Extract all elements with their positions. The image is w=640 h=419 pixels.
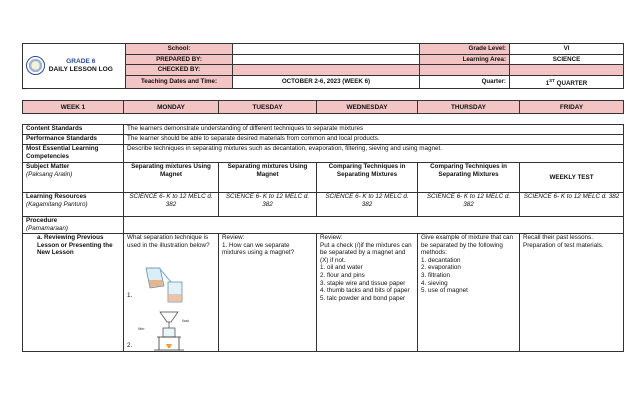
- school-label: School:: [126, 44, 233, 55]
- quarter-suffix: ST: [549, 77, 555, 83]
- subject-matter-sublabel: (Paksang Aralin): [26, 170, 73, 178]
- empty-cell: [510, 65, 624, 76]
- resource-tuesday: SCIENCE 6- K to 12 MELC d. 382: [219, 193, 317, 217]
- day-header-monday: MONDAY: [124, 101, 219, 114]
- procedure-thursday: [418, 234, 520, 352]
- learning-area-label: Learning Area:: [420, 54, 510, 65]
- thursday-line: 1. decantation: [421, 256, 461, 264]
- procedure-a-label: a. Reviewing Previous Lesson or Presenting the New Lesson: [23, 234, 124, 352]
- wednesday-line: 5. talc powder and bond paper: [320, 294, 406, 302]
- dates-label: Teaching Dates and Time:: [126, 75, 233, 88]
- friday-line: Preparation of test materials.: [523, 241, 604, 249]
- quarter-label: Quarter:: [420, 75, 510, 88]
- prepared-value[interactable]: [233, 54, 420, 65]
- lesson-table: [22, 124, 624, 352]
- thursday-line: 4. sieving: [421, 279, 448, 287]
- monday-item-1: 1.: [127, 292, 133, 299]
- subject-wednesday: Comparing Techniques in Separating Mixtures: [317, 163, 418, 193]
- thursday-line: 2. evaporation: [421, 264, 461, 272]
- resource-friday: SCIENCE 6- K to 12 MELC d. 382: [520, 193, 624, 217]
- quarter-value[interactable]: [510, 75, 624, 88]
- prepared-label: PREPARED BY:: [126, 54, 233, 65]
- lab-illustration: [134, 264, 214, 352]
- procedure-wednesday: [317, 234, 418, 352]
- logo-cell: [23, 44, 126, 89]
- illustration-label-2: flask: [182, 319, 190, 323]
- wednesday-line: Review:: [320, 234, 343, 241]
- decantation-icon: [146, 268, 182, 302]
- learning-area-value[interactable]: SCIENCE: [510, 54, 624, 65]
- school-value[interactable]: [233, 44, 420, 55]
- subject-monday: Separating mixtures Using Magnet: [124, 163, 219, 193]
- day-header-wednesday: WEDNESDAY: [317, 101, 418, 114]
- checked-value[interactable]: [233, 65, 420, 76]
- subject-matter-label: Subject Matter: [26, 163, 70, 170]
- procedure-cell: [23, 217, 124, 234]
- quarter-word: QUARTER: [556, 79, 588, 87]
- resource-wednesday: SCIENCE 6- K to 12 MELC d. 382: [317, 193, 418, 217]
- tuesday-line: 1. How can we separate mixtures using a magnet?: [222, 241, 295, 257]
- competencies-label: Most Essential Learning Competencies: [23, 145, 124, 163]
- wednesday-line: 2. flour and pins: [320, 271, 365, 279]
- competencies-text: Describe techniques in separating mixtures such as decantation, evaporation, filtering, sieving and using magnet.: [124, 145, 624, 163]
- filtration-icon: [154, 312, 184, 350]
- procedure-blank: [124, 217, 624, 234]
- wednesday-line: Put a check (/)if the mixtures can be separated by a magnet and (X) if not.: [320, 241, 412, 264]
- deped-seal-icon: [26, 56, 45, 75]
- procedure-sublabel: (Pamamaraan): [26, 224, 68, 232]
- content-standards-text: The learners demonstrate understanding of different techniques to separate mixtures: [124, 125, 624, 135]
- friday-line: Recall their past lessons.: [523, 234, 593, 241]
- checked-label: CHECKED BY:: [126, 65, 233, 76]
- resources-label: Learning Resources: [26, 193, 87, 200]
- week-bar: [22, 100, 624, 114]
- week-label: WEEK 1: [23, 101, 124, 114]
- procedure-tuesday: [219, 234, 317, 352]
- performance-standards-text: The learner should be able to separate desired materials from common and local products.: [124, 135, 624, 145]
- illustration-label-1: filter: [138, 327, 145, 331]
- thursday-line: Give example of mixture that can be separated by the following methods:: [421, 234, 514, 257]
- resources-cell: [23, 193, 124, 217]
- grade-title: GRADE 6: [66, 57, 96, 65]
- monday-question: What separation technique is used in the illustration below?: [127, 234, 210, 249]
- empty-cell: [420, 65, 510, 76]
- subject-tuesday: Separating mixtures Using Magnet: [219, 163, 317, 193]
- day-header-tuesday: TUESDAY: [219, 101, 317, 114]
- wednesday-line: 1. oil and water: [320, 264, 363, 272]
- monday-item-2: 2.: [127, 342, 133, 349]
- tuesday-line: Review:: [222, 234, 245, 241]
- grade-level-label: Grade Level:: [420, 44, 510, 55]
- quarter-number: 1: [545, 79, 550, 87]
- resources-sublabel: (Kagamitang Panturo): [26, 200, 88, 208]
- procedure-monday: [124, 234, 219, 352]
- dates-value[interactable]: OCTOBER 2-6, 2023 (WEEK 6): [233, 75, 420, 88]
- day-header-thursday: THURSDAY: [418, 101, 520, 114]
- content-standards-label: Content Standards: [23, 125, 124, 135]
- procedure-label: Procedure: [26, 217, 58, 224]
- wednesday-line: 4. thumb tacks and bits of paper: [320, 287, 410, 295]
- performance-standards-label: Performance Standards: [23, 135, 124, 145]
- wednesday-line: 3. staple wire and tissue paper: [320, 279, 406, 287]
- subject-friday: WEEKLY TEST: [520, 163, 624, 193]
- day-header-friday: FRIDAY: [520, 101, 624, 114]
- separator-dashes: --: [22, 86, 27, 93]
- subject-matter-cell: [23, 163, 124, 193]
- grade-level-value[interactable]: VI: [510, 44, 624, 55]
- thursday-line: 3. filtration: [421, 271, 451, 279]
- procedure-friday: [520, 234, 624, 352]
- resource-thursday: SCIENCE 6- K to 12 MELC d. 382: [418, 193, 520, 217]
- header-table: [22, 43, 624, 89]
- resource-monday: SCIENCE 6- K to 12 MELC d. 382: [124, 193, 219, 217]
- subject-thursday: Comparing Techniques in Separating Mixtures: [418, 163, 520, 193]
- doc-type-title: DAILY LESSON LOG: [48, 65, 113, 73]
- thursday-line: 5. use of magnet: [421, 287, 468, 295]
